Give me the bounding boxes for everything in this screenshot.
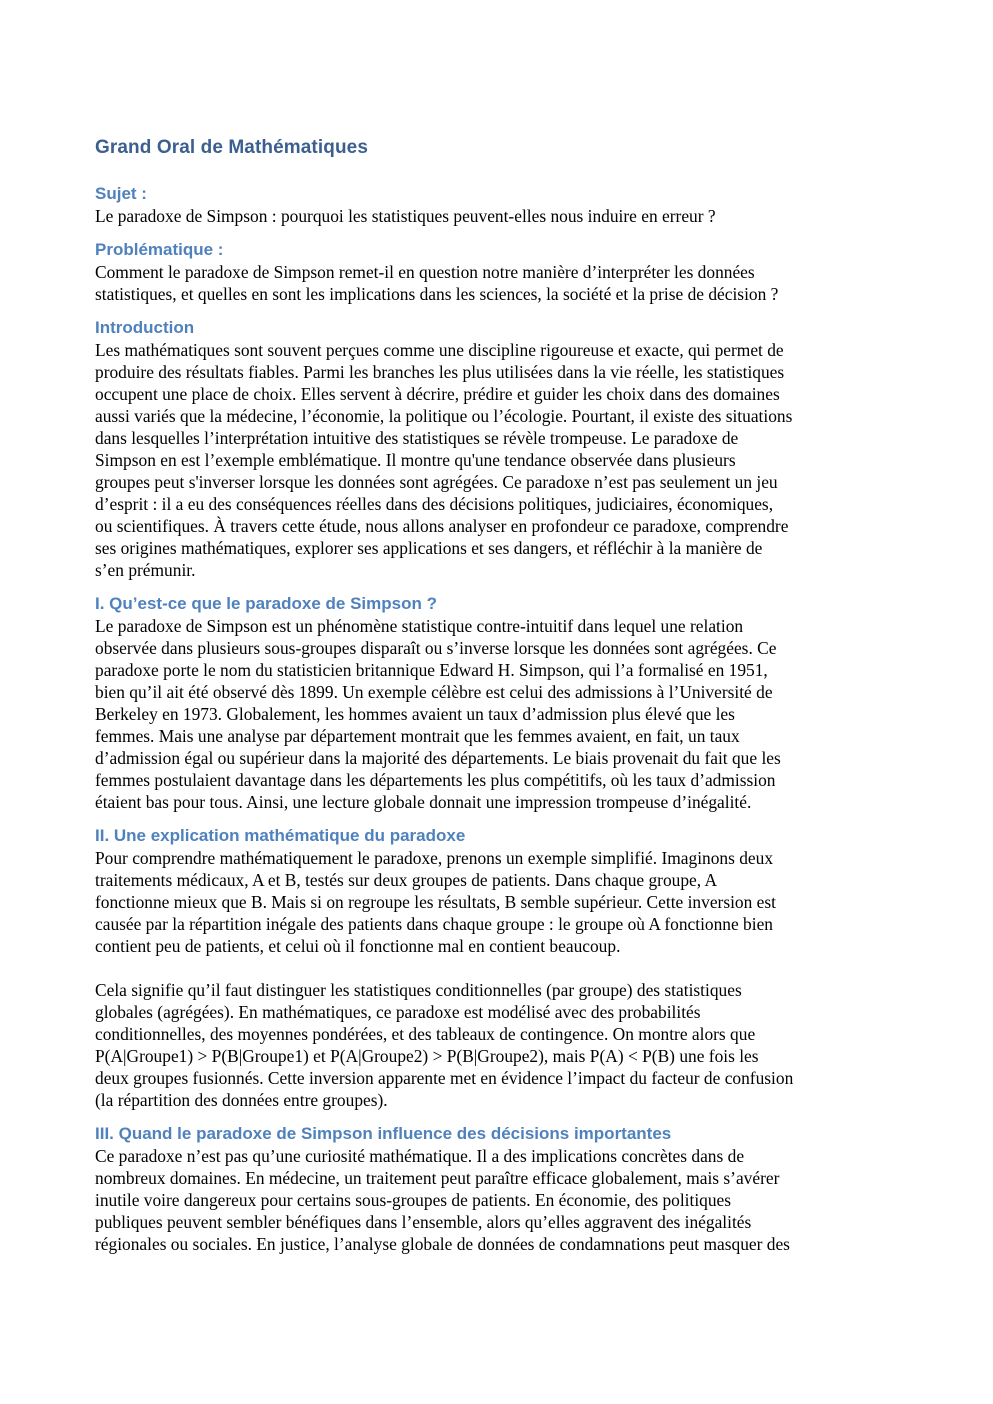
- paragraph-line: traitements médicaux, A et B, testés sur deux groupes de patients. Dans chaque groupe, A: [95, 870, 718, 890]
- section-paragraph: [95, 261, 905, 305]
- paragraph-line: Comment le paradoxe de Simpson remet-il en question notre manière d’interpréter les données: [95, 262, 755, 282]
- section-paragraph: [95, 205, 905, 227]
- paragraph-line: bien qu’il ait été observé dès 1899. Un exemple célèbre est celui des admissions à l’Université de: [95, 682, 773, 702]
- section-paragraph: [95, 979, 905, 1111]
- paragraph-line: dans lesquelles l’interprétation intuitive des statistiques se révèle trompeuse. Le paradoxe de: [95, 428, 739, 448]
- paragraph-line: inutile voire dangereux pour certains sous-groupes de patients. En économie, des politiques: [95, 1190, 732, 1210]
- document-page: [95, 135, 905, 1267]
- paragraph-line: causée par la répartition inégale des patients dans chaque groupe : le groupe où A fonctionne bien: [95, 914, 773, 934]
- paragraph-line: globales (agrégées). En mathématiques, ce paradoxe est modélisé avec des probabilités: [95, 1002, 701, 1022]
- paragraph-line: observée dans plusieurs sous-groupes disparaît ou s’inverse lorsque les données sont agrégées. Ce: [95, 638, 777, 658]
- section-heading: I. Qu’est-ce que le paradoxe de Simpson ?: [95, 594, 437, 613]
- paragraph-line: femmes postulaient davantage dans les départements les plus compétitifs, où les taux d’admission: [95, 770, 776, 790]
- paragraph-gap: [95, 957, 905, 979]
- paragraph-line: P(A|Groupe1) > P(B|Groupe1) et P(A|Groupe2) > P(B|Groupe2), mais P(A) < P(B) une fois les: [95, 1046, 759, 1066]
- section-problematique: [95, 239, 905, 305]
- paragraph-line: Berkeley en 1973. Globalement, les hommes avaient un taux d’admission plus élevé que les: [95, 704, 735, 724]
- section-paragraph: [95, 339, 905, 581]
- paragraph-line: Les mathématiques sont souvent perçues comme une discipline rigoureuse et exacte, qui permet de: [95, 340, 784, 360]
- paragraph-line: Simpson en est l’exemple emblématique. Il montre qu'une tendance observée dans plusieurs: [95, 450, 736, 470]
- paragraph-line: deux groupes fusionnés. Cette inversion apparente met en évidence l’impact du facteur de confusion: [95, 1068, 794, 1088]
- paragraph-line: Pour comprendre mathématiquement le paradoxe, prenons un exemple simplifié. Imaginons deux: [95, 848, 774, 868]
- section-paragraph: [95, 847, 905, 957]
- document-title: Grand Oral de Mathématiques: [95, 137, 368, 158]
- paragraph-line: étaient bas pour tous. Ainsi, une lecture globale donnait une impression trompeuse d’inégalité.: [95, 792, 752, 812]
- paragraph-line: ou scientifiques. À travers cette étude, nous allons analyser en profondeur ce paradoxe, comprendre: [95, 516, 789, 536]
- section-heading: III. Quand le paradoxe de Simpson influence des décisions importantes: [95, 1124, 672, 1143]
- paragraph-line: d’admission égal ou supérieur dans la majorité des départements. Le biais provenait du fait que les: [95, 748, 781, 768]
- paragraph-line: Cela signifie qu’il faut distinguer les statistiques conditionnelles (par groupe) des statistiques: [95, 980, 742, 1000]
- paragraph-line: Le paradoxe de Simpson est un phénomène statistique contre-intuitif dans lequel une relation: [95, 616, 744, 636]
- section-introduction: [95, 317, 905, 581]
- section-heading: II. Une explication mathématique du paradoxe: [95, 826, 466, 845]
- section-part-3: [95, 1123, 905, 1255]
- section-sujet: [95, 183, 905, 227]
- section-part-2: [95, 825, 905, 1111]
- paragraph-line: s’en prémunir.: [95, 560, 196, 580]
- paragraph-line: statistiques, et quelles en sont les implications dans les sciences, la société et la prise de décision ?: [95, 284, 779, 304]
- section-heading: Sujet :: [95, 184, 147, 203]
- paragraph-line: conditionnelles, des moyennes pondérées, et des tableaux de contingence. On montre alors que: [95, 1024, 756, 1044]
- paragraph-line: régionales ou sociales. En justice, l’analyse globale de données de condamnations peut masquer des: [95, 1234, 790, 1254]
- paragraph-line: produire des résultats fiables. Parmi les branches les plus utilisées dans la vie réelle, les statistiques: [95, 362, 785, 382]
- paragraph-line: occupent une place de choix. Elles servent à décrire, prédire et guider les choix dans des domaines: [95, 384, 780, 404]
- section-heading: Introduction: [95, 318, 195, 337]
- paragraph-line: fonctionne mieux que B. Mais si on regroupe les résultats, B semble supérieur. Cette inversion est: [95, 892, 776, 912]
- paragraph-line: aussi variés que la médecine, l’économie, la politique ou l’écologie. Pourtant, il existe des situations: [95, 406, 793, 426]
- paragraph-line: publiques peuvent sembler bénéfiques dans l’ensemble, alors qu’elles aggravent des inégalités: [95, 1212, 752, 1232]
- paragraph-line: nombreux domaines. En médecine, un traitement peut paraître efficace globalement, mais s’avérer: [95, 1168, 780, 1188]
- paragraph-line: femmes. Mais une analyse par département montrait que les femmes avaient, en fait, un taux: [95, 726, 740, 746]
- section-heading: Problématique :: [95, 240, 224, 259]
- section-part-1: [95, 593, 905, 813]
- paragraph-line: groupes peut s'inverser lorsque les données sont agrégées. Ce paradoxe n’est pas seulement un jeu: [95, 472, 778, 492]
- paragraph-line: (la répartition des données entre groupes).: [95, 1090, 388, 1110]
- paragraph-line: contient peu de patients, et celui où il fonctionne mal en contient beaucoup.: [95, 936, 621, 956]
- paragraph-line: Le paradoxe de Simpson : pourquoi les statistiques peuvent-elles nous induire en erreur ?: [95, 206, 716, 226]
- paragraph-line: paradoxe porte le nom du statisticien britannique Edward H. Simpson, qui l’a formalisé en 1951,: [95, 660, 768, 680]
- section-paragraph: [95, 615, 905, 813]
- paragraph-line: ses origines mathématiques, explorer ses applications et ses dangers, et réfléchir à la manière de: [95, 538, 763, 558]
- section-paragraph: [95, 1145, 905, 1255]
- paragraph-line: d’esprit : il a eu des conséquences réelles dans des décisions politiques, judiciaires, économiques,: [95, 494, 774, 514]
- paragraph-line: Ce paradoxe n’est pas qu’une curiosité mathématique. Il a des implications concrètes dans de: [95, 1146, 745, 1166]
